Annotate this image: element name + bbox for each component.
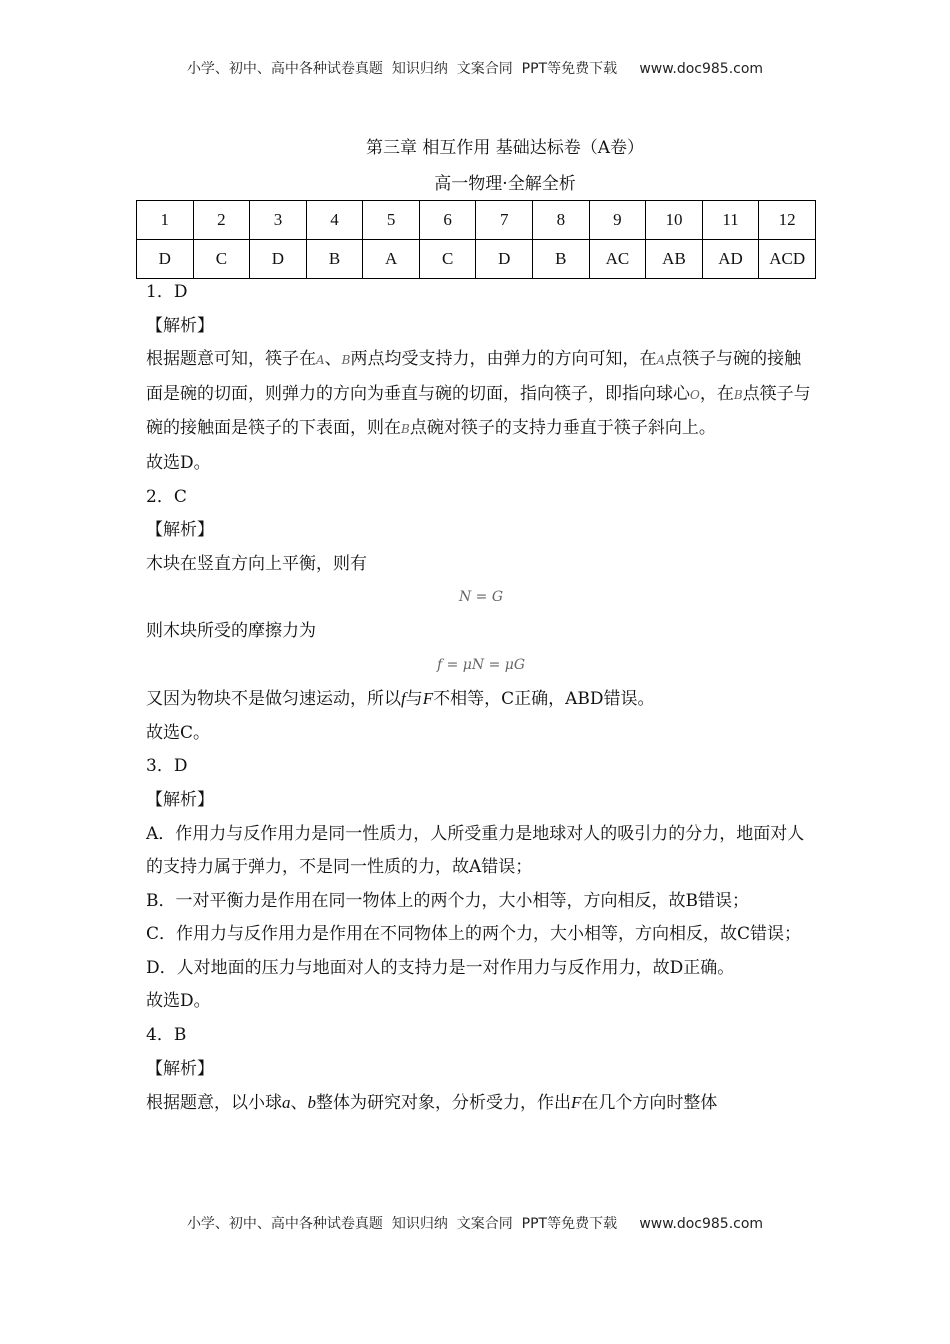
q3-option-b: B．一对平衡力是作用在同一物体上的两个力，大小相等，方向相反，故B错误； bbox=[146, 890, 749, 911]
question-number-cell: 8 bbox=[533, 201, 590, 240]
page-subtitle: 高一物理·全解全析 bbox=[434, 174, 576, 194]
q2-equation-2: f = μN = μG bbox=[436, 656, 526, 673]
q3-conclusion: 故选D。 bbox=[146, 991, 211, 1012]
q1-text-part: 点碗对筷子的支持力垂直于筷子斜向上。 bbox=[409, 418, 716, 439]
answer-cell: D bbox=[137, 240, 194, 279]
question-number-cell: 3 bbox=[250, 201, 307, 240]
q1-text-part: 点筷子与碗的接触面是筷子的下表面，则在 bbox=[146, 383, 811, 439]
answer-cell: B bbox=[533, 240, 590, 279]
point-b-symbol: B bbox=[341, 353, 351, 368]
q2-text-part: 不相等，C正确，ABD错误。 bbox=[433, 689, 655, 710]
q2-heading: 2．C bbox=[146, 486, 187, 507]
question-number-cell: 4 bbox=[306, 201, 363, 240]
answer-cell: AC bbox=[589, 240, 646, 279]
q1-text-part: 、 bbox=[324, 349, 342, 370]
q2-equation-1: N = G bbox=[458, 589, 504, 606]
q4-heading: 4．B bbox=[146, 1025, 187, 1046]
q4-text-part: 整体为研究对象，分析受力，作出 bbox=[316, 1093, 571, 1114]
var-f: f bbox=[401, 689, 406, 709]
point-b-symbol: B bbox=[733, 387, 743, 402]
question-number-cell: 2 bbox=[193, 201, 250, 240]
answer-cell: AD bbox=[702, 240, 759, 279]
answer-cell: D bbox=[476, 240, 533, 279]
q1-analysis-label: 【解析】 bbox=[146, 315, 214, 336]
var-a: a bbox=[282, 1093, 291, 1113]
q2-text-part: 又因为物块不是做匀速运动，所以 bbox=[146, 689, 401, 710]
q1-analysis-text bbox=[146, 343, 816, 447]
answer-table-number-row bbox=[137, 201, 816, 240]
q3-heading: 3．D bbox=[146, 756, 188, 777]
question-number-cell: 5 bbox=[363, 201, 420, 240]
q1-text-part: 根据题意可知，筷子在 bbox=[146, 349, 316, 370]
question-number-cell: 11 bbox=[702, 201, 759, 240]
var-F: F bbox=[571, 1093, 582, 1113]
header-banner: 小学、初中、高中各种试卷真题 知识归纳 文案合同 PPT等免费下载 www.doc985.com bbox=[186, 61, 764, 77]
answer-cell: ACD bbox=[759, 240, 816, 279]
point-a-symbol: A bbox=[316, 353, 325, 368]
q2-line2: 则木块所受的摩擦力为 bbox=[146, 620, 316, 641]
q3-option-c: C．作用力与反作用力是作用在不同物体上的两个力，大小相等，方向相反，故C错误； bbox=[146, 924, 802, 945]
q3-option-d: D．人对地面的压力与地面对人的支持力是一对作用力与反作用力，故D正确。 bbox=[146, 957, 735, 978]
q1-heading: 1．D bbox=[146, 282, 188, 302]
q1-text-part: ，在 bbox=[699, 383, 734, 404]
q4-text-part: 根据题意，以小球 bbox=[146, 1093, 282, 1114]
q4-text-part: 、 bbox=[290, 1093, 308, 1114]
answer-cell: C bbox=[419, 240, 476, 279]
point-b-symbol: B bbox=[401, 422, 410, 437]
question-number-cell: 10 bbox=[646, 201, 703, 240]
q2-conclusion: 故选C。 bbox=[146, 722, 211, 743]
footer-banner: 小学、初中、高中各种试卷真题 知识归纳 文案合同 PPT等免费下载 www.doc985.com bbox=[186, 1216, 764, 1232]
q4-line1 bbox=[146, 1086, 816, 1121]
answer-cell: D bbox=[250, 240, 307, 279]
answer-cell: C bbox=[193, 240, 250, 279]
point-a-symbol: A bbox=[656, 353, 666, 368]
q3-analysis-label: 【解析】 bbox=[146, 789, 214, 810]
point-o-symbol: O bbox=[690, 387, 700, 402]
question-number-cell: 12 bbox=[759, 201, 816, 240]
q2-line1: 木块在竖直方向上平衡，则有 bbox=[146, 553, 367, 574]
q4-text-part: 在几个方向时整体 bbox=[581, 1093, 718, 1114]
q2-text-part: 与 bbox=[405, 689, 423, 710]
answer-cell: A bbox=[363, 240, 420, 279]
question-number-cell: 9 bbox=[589, 201, 646, 240]
page-title: 第三章 相互作用 基础达标卷（A卷） bbox=[365, 138, 645, 158]
var-F: F bbox=[422, 689, 434, 709]
q1-conclusion: 故选D。 bbox=[146, 452, 211, 473]
q1-text-part: 两点均受支持力，由弹力的方向可知，在 bbox=[350, 349, 657, 370]
q1-text-part: 点筷子与碗的接触面是碗的切面，则弹力的方向为垂直与碗的切面，指向筷子，即指向球心 bbox=[146, 349, 802, 404]
q2-line3 bbox=[146, 682, 816, 717]
var-b: b bbox=[307, 1093, 316, 1113]
q2-analysis-label: 【解析】 bbox=[146, 520, 214, 541]
answer-cell: AB bbox=[646, 240, 703, 279]
q4-analysis-label: 【解析】 bbox=[146, 1058, 214, 1079]
answer-table-answer-row bbox=[137, 240, 816, 279]
question-number-cell: 6 bbox=[419, 201, 476, 240]
q3-option-a: A．作用力与反作用力是同一性质力，人所受重力是地球对人的吸引力的分力，地面对人的支持力属于弹力，不是同一性质的力，故A错误； bbox=[146, 823, 805, 878]
solution-content bbox=[146, 276, 816, 1121]
answer-cell: B bbox=[306, 240, 363, 279]
question-number-cell: 7 bbox=[476, 201, 533, 240]
question-number-cell: 1 bbox=[137, 201, 194, 240]
answer-table bbox=[136, 200, 816, 279]
